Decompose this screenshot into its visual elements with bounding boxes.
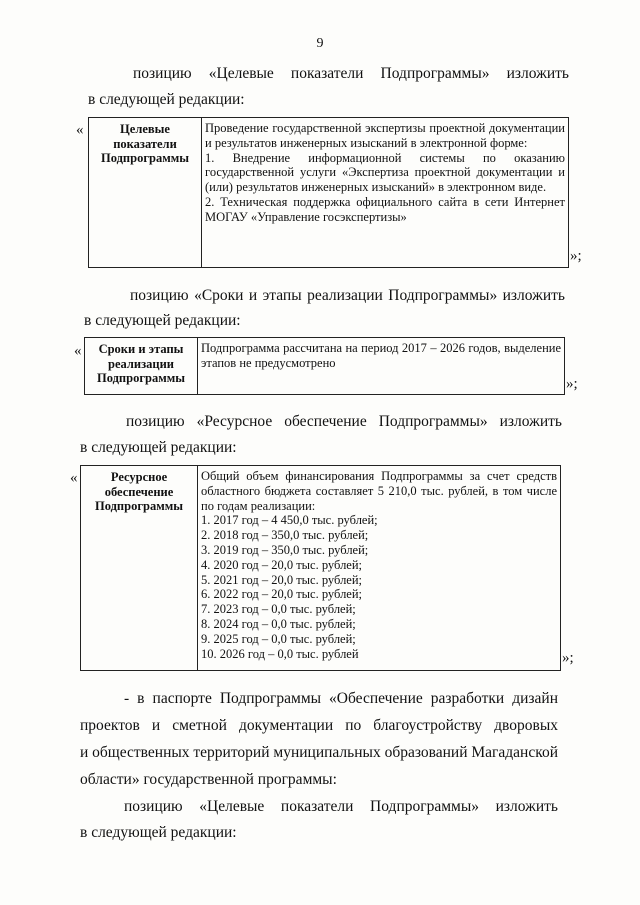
timeline-table [84,337,565,395]
target-indicators-label [89,118,202,267]
block3-intro-line2: в следующей редакции: [80,439,237,456]
funding-year: 6. 2022 год – 20,0 тыс. рублей; [201,587,363,602]
funding-year: 9. 2025 год – 0,0 тыс. рублей; [201,631,356,646]
label-line: Целевые [120,122,170,136]
label-line: Подпрограммы [100,151,189,165]
label-line: Подпрограммы [94,499,183,513]
funding-year: 1. 2017 год – 4 450,0 тыс. рублей; [201,513,378,528]
passport-line2: проектов и сметной документации по благоустройству дворовых [80,717,558,734]
block3-intro-line1: позицию «Ресурсное обеспечение Подпрограммы» изложить [126,413,562,430]
block2-intro-line2: в следующей редакции: [84,312,241,329]
funding-label [81,466,198,670]
passport-line1: - в паспорте Подпрограммы «Обеспечение разработки дизайн [124,690,558,707]
funding-intro: Общий объем финансирования Подпрограммы за счет средств областного бюджета составляет 5 210,0 тыс. рублей, в том числе по годам реализации: [201,469,557,513]
funding-table [80,465,561,671]
funding-year: 10. 2026 год – 0,0 тыс. рублей [201,646,359,661]
label-line: Сроки и этапы [98,342,184,356]
funding-year: 2. 2018 год – 350,0 тыс. рублей; [201,528,369,543]
page-number: 9 [316,36,324,51]
funding-year: 7. 2023 год – 0,0 тыс. рублей; [201,602,356,617]
block1-quote-open: « [76,122,84,138]
funding-year: 3. 2019 год – 350,0 тыс. рублей; [201,542,369,557]
block1-intro-line1: позицию «Целевые показатели Подпрограммы» изложить [133,65,569,82]
label-line: обеспечение [104,484,174,499]
block1-quote-close: »; [570,248,582,264]
label-line: Ресурсное [110,470,168,484]
label-line: реализации [108,356,174,371]
final-line2: в следующей редакции: [80,824,237,841]
block3-quote-open: « [70,470,78,486]
content-paragraph: 1. Внедрение информационной системы по оказанию государственной услуги «Экспертиза проектной документации и (или) результатов инженерных изысканий» в электронном виде. [205,150,565,195]
content-paragraph: Проведение государственной экспертизы проектной документации и результатов инженерных изысканий в электронной форме: [205,121,565,150]
target-indicators-content [202,118,568,267]
timeline-label [85,338,198,394]
timeline-content [198,338,564,394]
passport-line3: и общественных территорий муниципальных образований Магаданской [80,744,558,761]
target-indicators-table [88,117,569,268]
label-line: показатели [113,136,177,151]
passport-line4: области» государственной программы: [80,771,337,788]
final-line1: позицию «Целевые показатели Подпрограммы» изложить [124,798,558,815]
block1-intro-line2: в следующей редакции: [88,91,245,108]
funding-content [198,466,560,670]
funding-year: 5. 2021 год – 20,0 тыс. рублей; [201,572,363,587]
block2-quote-open: « [74,343,82,359]
label-line: Подпрограммы [96,371,185,385]
block2-intro-line1: позицию «Сроки и этапы реализации Подпрограммы» изложить [130,287,565,304]
funding-year: 4. 2020 год – 20,0 тыс. рублей; [201,557,363,572]
block2-quote-close: »; [566,376,578,392]
funding-year: 8. 2024 год – 0,0 тыс. рублей; [201,616,356,631]
block3-quote-close: »; [562,650,574,666]
content-paragraph: 2. Техническая поддержка официального сайта в сети Интернет МОГАУ «Управление госэкспертизы» [205,194,565,224]
content-paragraph: Подпрограмма рассчитана на период 2017 – 2026 годов, выделение этапов не предусмотрено [201,341,561,370]
